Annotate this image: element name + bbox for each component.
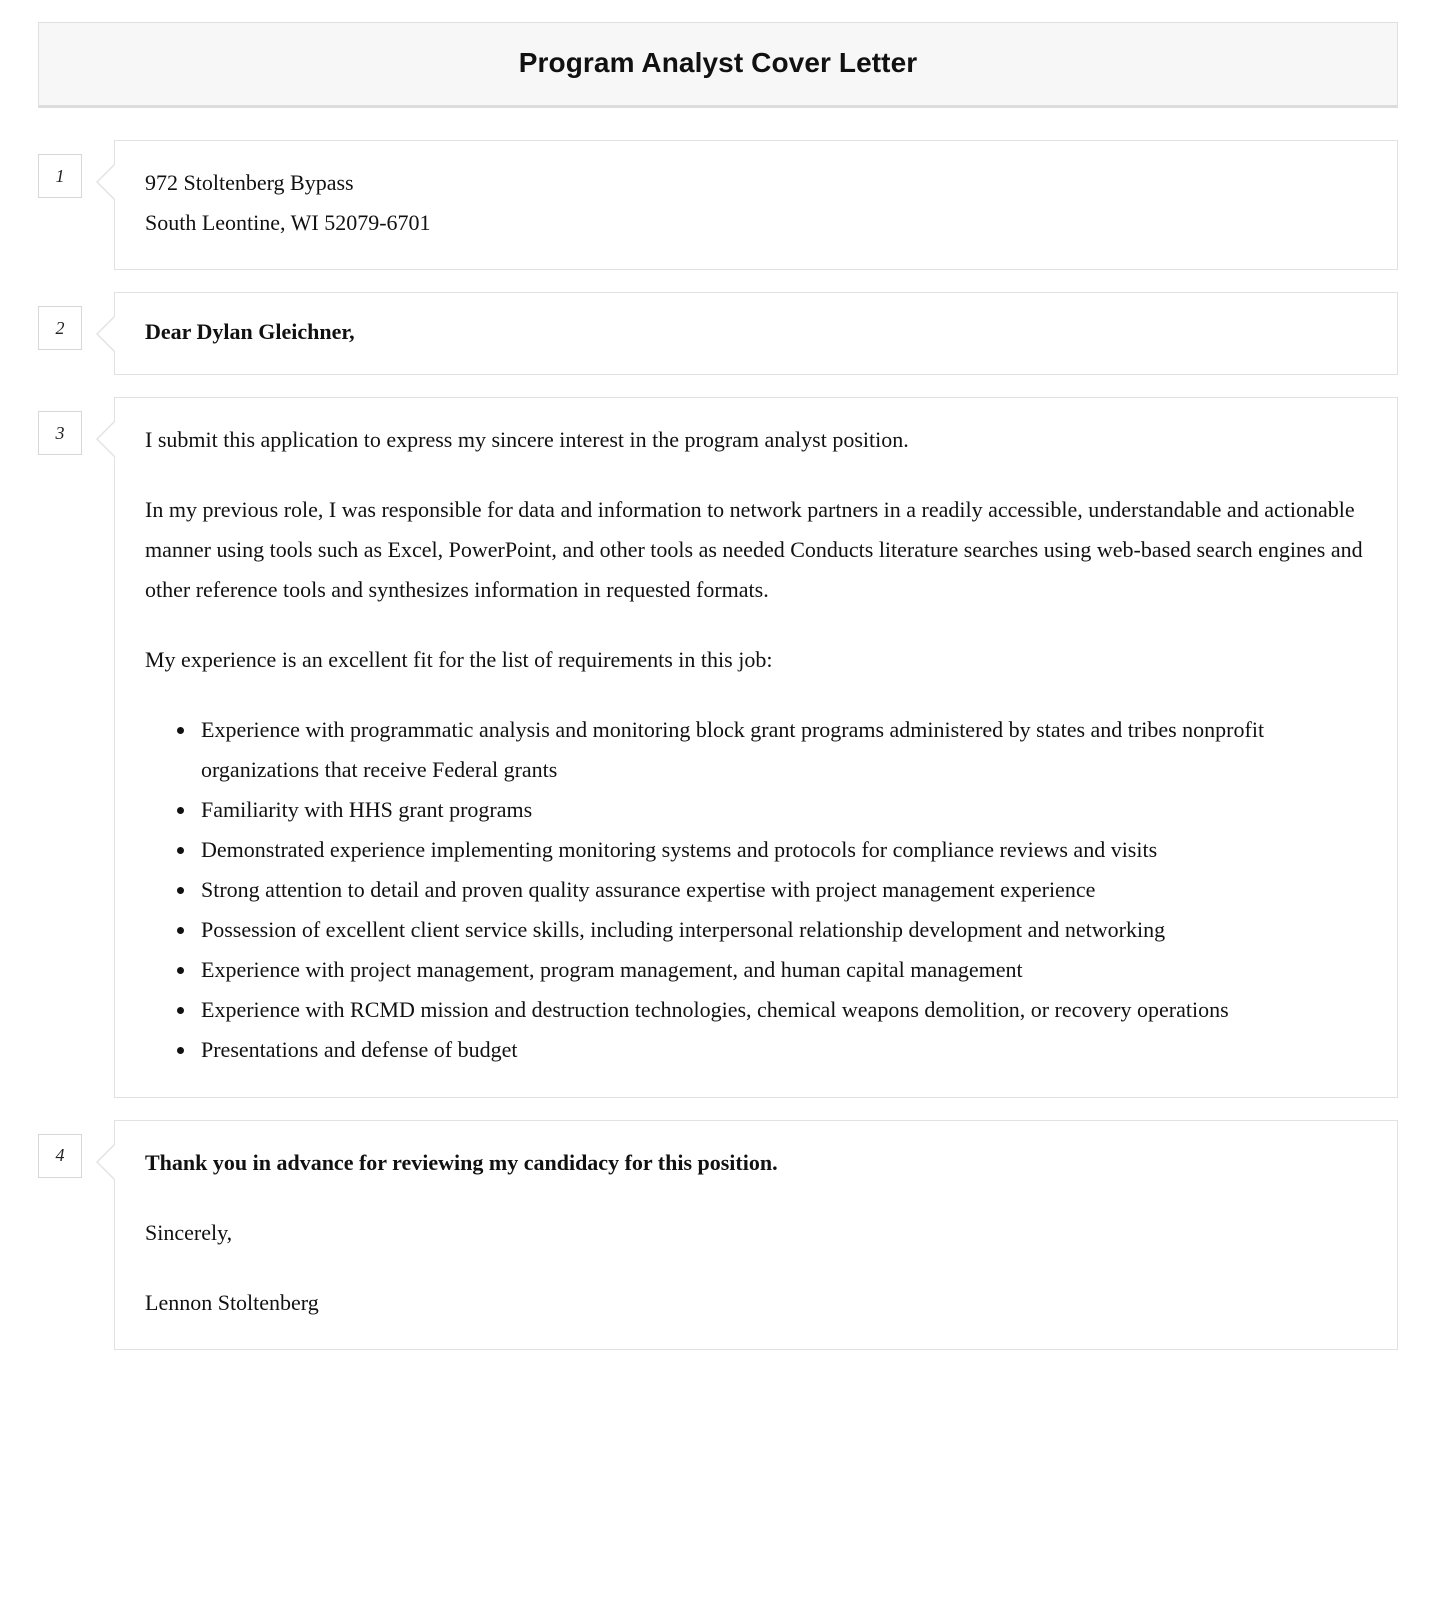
bubble-notch-inner-icon bbox=[98, 420, 117, 458]
address-line-1: 972 Stoltenberg Bypass bbox=[145, 170, 354, 195]
bubble-wrapper bbox=[96, 292, 1398, 375]
address-bubble bbox=[114, 140, 1398, 270]
requirements-list bbox=[145, 710, 1367, 1070]
annotated-block-body bbox=[38, 397, 1398, 1097]
annotated-block-address bbox=[38, 140, 1398, 270]
list-item: • Possession of excellent client service skills, including interpersonal relationship development and networking bbox=[197, 910, 1367, 950]
annotated-block-closing bbox=[38, 1120, 1398, 1350]
block-number-badge: 3 bbox=[38, 411, 82, 455]
closing-bubble bbox=[114, 1120, 1398, 1350]
list-item: • Experience with project management, program management, and human capital management bbox=[197, 950, 1367, 990]
body-paragraph-1: I submit this application to express my sincere interest in the program analyst position. bbox=[145, 427, 909, 453]
list-item: • Experience with RCMD mission and destruction technologies, chemical weapons demolition, or recovery operations bbox=[197, 990, 1367, 1030]
bubble-notch-inner-icon bbox=[98, 1143, 117, 1181]
document-header bbox=[38, 22, 1398, 108]
list-item: • Familiarity with HHS grant programs bbox=[197, 790, 1367, 830]
closing-signature: Lennon Stoltenberg bbox=[145, 1289, 319, 1315]
bubble-wrapper bbox=[96, 397, 1398, 1097]
list-item: • Presentations and defense of budget bbox=[197, 1030, 1367, 1070]
list-item: • Demonstrated experience implementing monitoring systems and protocols for compliance reviews and visits bbox=[197, 830, 1367, 870]
block-number-badge: 2 bbox=[38, 306, 82, 350]
bubble-wrapper bbox=[96, 1120, 1398, 1350]
body-paragraph-3: My experience is an excellent fit for the list of requirements in this job: bbox=[145, 647, 773, 673]
bubble-wrapper bbox=[96, 140, 1398, 270]
salutation-text: Dear Dylan Gleichner, bbox=[145, 319, 355, 345]
list-item: • Experience with programmatic analysis and monitoring block grant programs administered by states and tribes nonprofit organizations that receive Federal grants bbox=[197, 710, 1367, 790]
closing-thanks: Thank you in advance for reviewing my candidacy for this position. bbox=[145, 1149, 778, 1175]
body-paragraph-2: In my previous role, I was responsible for data and information to network partners in a readily accessible, understandable and actionable manner using tools such as Excel, PowerPoint, and other tools as needed Conducts literature searches using web-based search engines and other reference tools and synthesizes information in requested formats. bbox=[145, 497, 1363, 603]
annotated-block-salutation bbox=[38, 292, 1398, 375]
page-title: Program Analyst Cover Letter bbox=[518, 47, 918, 78]
block-number-badge: 1 bbox=[38, 154, 82, 198]
salutation-bubble bbox=[114, 292, 1398, 375]
bubble-notch-inner-icon bbox=[98, 163, 117, 201]
block-number-badge: 4 bbox=[38, 1134, 82, 1178]
bubble-notch-inner-icon bbox=[98, 315, 117, 353]
list-item: • Strong attention to detail and proven quality assurance expertise with project management experience bbox=[197, 870, 1367, 910]
address-line-2: South Leontine, WI 52079-6701 bbox=[145, 210, 431, 236]
body-bubble bbox=[114, 397, 1398, 1097]
closing-signoff: Sincerely, bbox=[145, 1219, 233, 1245]
